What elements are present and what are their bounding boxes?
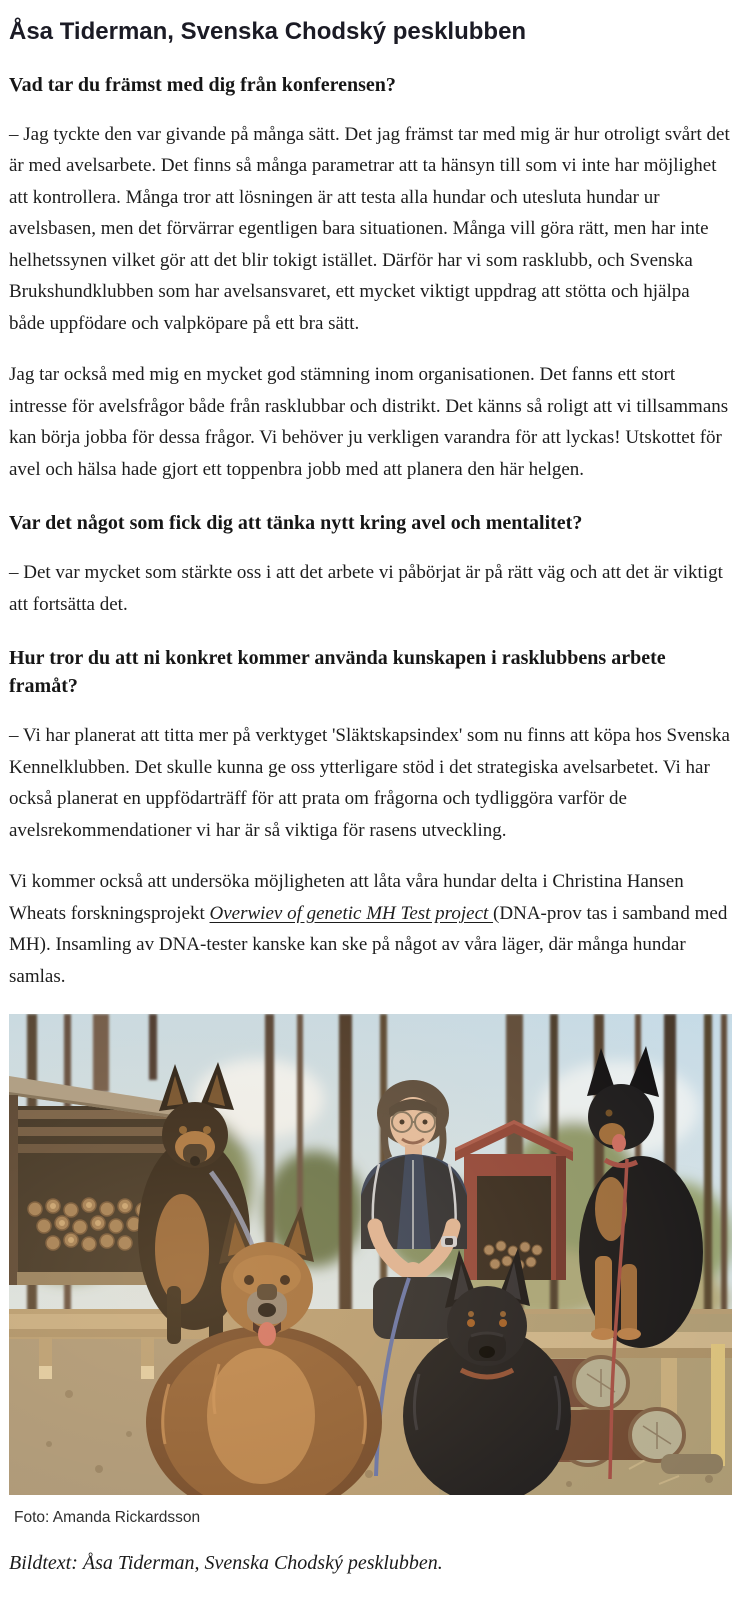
photo-caption: Bildtext: Åsa Tiderman, Svenska Chodský pesklubben.	[9, 1552, 443, 1575]
photo-sunlight-overlay	[9, 1014, 732, 1495]
photo-illustration	[9, 1014, 732, 1495]
article-photo	[9, 1014, 732, 1495]
article-title: Åsa Tiderman, Svenska Chodský pesklubben	[9, 18, 527, 45]
research-project-link[interactable]: Overwiev of genetic MH Test project	[209, 902, 494, 924]
paragraph-3: – Det var mycket som stärkte oss i att det arbete vi påbörjat är på rätt väg och att det är viktigt att fortsätta det.	[9, 562, 723, 615]
question-heading-2: Var det något som fick dig att tänka nytt kring avel och mentalitet?	[9, 512, 583, 535]
paragraph-1: – Jag tyckte den var givande på många sätt. Det jag främst tar med mig är hur otroligt svårt det är med avelsarbete. Det finns så många parametrar att ta hänsyn till som vi inte har möjlighet att kontrollera. Många tror att lösningen är att testa alla hundar och utesluta hundar ur avelsbasen, men det förvärrar egentligen bara situationen. Många vill göra rätt, men har inte helhetssynen vilket gör att det blir tokigt istället. Därför har vi som rasklubb, och Svenska Brukshundklubben som har avelsansvaret, ett mycket viktigt uppdrag att stötta och hjälpa både uppfödare och valpköpare på ett bra sätt.	[9, 123, 730, 334]
paragraph-2: Jag tar också med mig en mycket god stämning inom organisationen. Det fanns ett stort intresse för avelsfrågor både från rasklubbar och distrikt. Det känns så roligt att vi tillsammans kan börja jobba för dessa frågor. Vi behöver ju verkligen varandra för att lyckas! Utskottet för avel och hälsa hade gjort ett toppenbra jobb med att planera den här helgen.	[9, 364, 729, 480]
paragraph-5-before-link: Vi kommer också att undersöka möjligheten att låta våra hundar delta i Christina Hansen Wheats forskningsprojekt	[9, 871, 684, 924]
paragraph-5	[9, 866, 730, 992]
question-heading-1: Vad tar du främst med dig från konferensen?	[9, 73, 396, 96]
article-content	[0, 18, 739, 1597]
article-photo-figure	[9, 1014, 730, 1528]
paragraph-4: – Vi har planerat att titta mer på verktyget 'Släktskapsindex' som nu finns att köpa hos Svenska Kennelklubben. Det skulle kunna ge oss ytterligare stöd i det strategiska avelsarbetet. Vi har också planerat en uppfödarträff för att prata om frågorna och tydliggöra varför de avelsrekommendationer vi har är så viktiga för rasens utveckling.	[9, 725, 730, 841]
question-heading-3: Hur tror du att ni konkret kommer använda kunskapen i rasklubbens arbete framåt?	[9, 647, 666, 698]
photo-credit: Foto: Amanda Rickardsson	[14, 1509, 201, 1527]
paragraph-5-after-link: (DNA-prov tas i samband med MH). Insamling av DNA-tester kanske kan ske på något av våra läger, där många hundar samlas.	[9, 902, 728, 987]
